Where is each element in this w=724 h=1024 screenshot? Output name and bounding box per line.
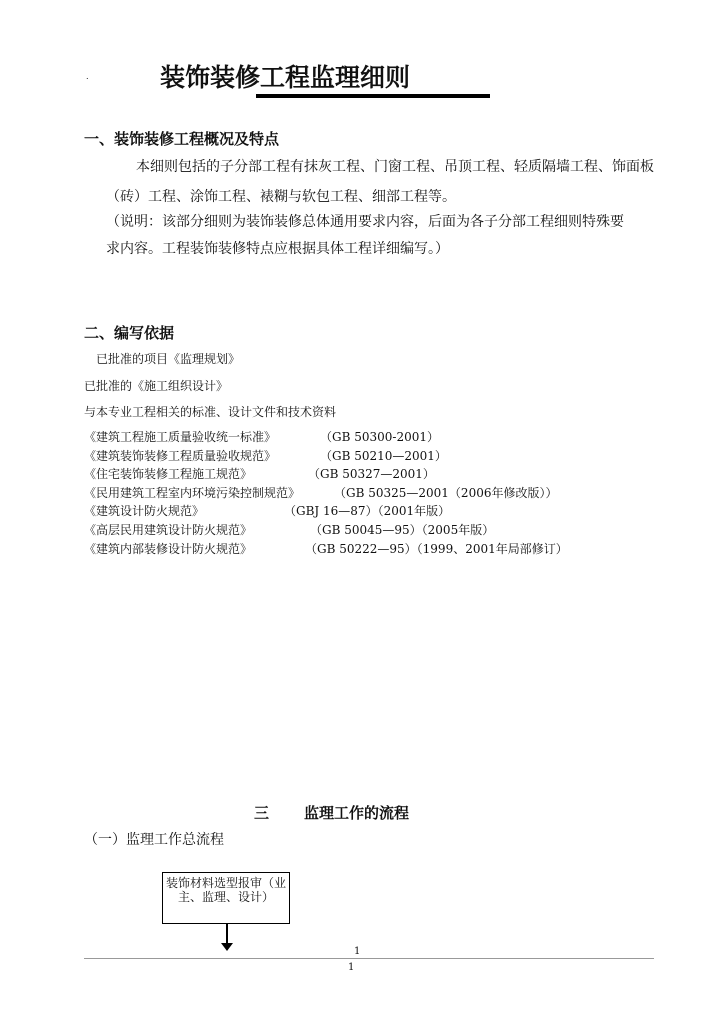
basis-item: 与本专业工程相关的标准、设计文件和技术资料 bbox=[84, 405, 337, 419]
section1-heading: 一、装饰装修工程概况及特点 bbox=[84, 130, 280, 148]
section3-number: 三 bbox=[254, 804, 270, 822]
basis-item: 已批准的《施工组织设计》 bbox=[84, 379, 229, 393]
standard-name: 《住宅装饰装修工程施工规范》 bbox=[84, 467, 253, 481]
page-number-lower: 1 bbox=[348, 962, 355, 973]
standard-code: （GB 50222—95）（1999、2001年局部修订） bbox=[305, 542, 568, 556]
section1-line3: （说明：该部分细则为装饰装修总体通用要求内容，后面为各子分部工程细则特殊要 bbox=[106, 214, 624, 230]
basis-item: 已批准的项目《监理规划》 bbox=[96, 352, 241, 366]
standard-name: 《建筑装饰装修工程质量验收规范》 bbox=[84, 449, 277, 463]
flow-arrow-down-icon bbox=[221, 943, 233, 951]
flow-box-material-selection: 装饰材料选型报审（业主、监理、设计） bbox=[162, 872, 290, 924]
standard-code: （GB 50045—95）（2005年版） bbox=[310, 523, 495, 537]
standard-code: （GB 50327—2001） bbox=[308, 467, 435, 481]
section1-line1: 本细则包括的子分部工程有抹灰工程、门窗工程、吊顶工程、轻质隔墙工程、饰面板 bbox=[136, 159, 654, 175]
standard-code: （GB 50210—2001） bbox=[320, 449, 447, 463]
standard-name: 《民用建筑工程室内环境污染控制规范》 bbox=[84, 486, 301, 500]
standard-name: 《高层民用建筑设计防火规范》 bbox=[84, 523, 253, 537]
standard-name: 《建筑设计防火规范》 bbox=[84, 504, 205, 518]
footer-divider bbox=[84, 958, 654, 959]
document-title: 装饰装修工程监理细则 bbox=[160, 63, 411, 92]
section1-line4: 求内容。工程装饰装修特点应根据具体工程详细编写。） bbox=[106, 241, 449, 257]
standard-code: （GBJ 16—87）（2001年版） bbox=[284, 504, 451, 518]
section3-heading: 监理工作的流程 bbox=[304, 804, 410, 822]
standard-name: 《建筑内部装修设计防火规范》 bbox=[84, 542, 253, 556]
standard-code: （GB 50300-2001） bbox=[320, 430, 439, 444]
flow-arrow-line bbox=[226, 924, 228, 944]
section1-line2: （砖）工程、涂饰工程、裱糊与软包工程、细部工程等。 bbox=[106, 189, 456, 205]
section3-subheading: （一）监理工作总流程 bbox=[84, 832, 224, 848]
standard-name: 《建筑工程施工质量验收统一标准》 bbox=[84, 430, 277, 444]
page-number-upper: 1 bbox=[354, 946, 361, 957]
standard-code: （GB 50325—2001（2006年修改版）） bbox=[334, 486, 558, 500]
stray-dot: . bbox=[86, 72, 89, 81]
section2-heading: 二、编写依据 bbox=[84, 324, 175, 342]
title-underline bbox=[256, 94, 490, 98]
